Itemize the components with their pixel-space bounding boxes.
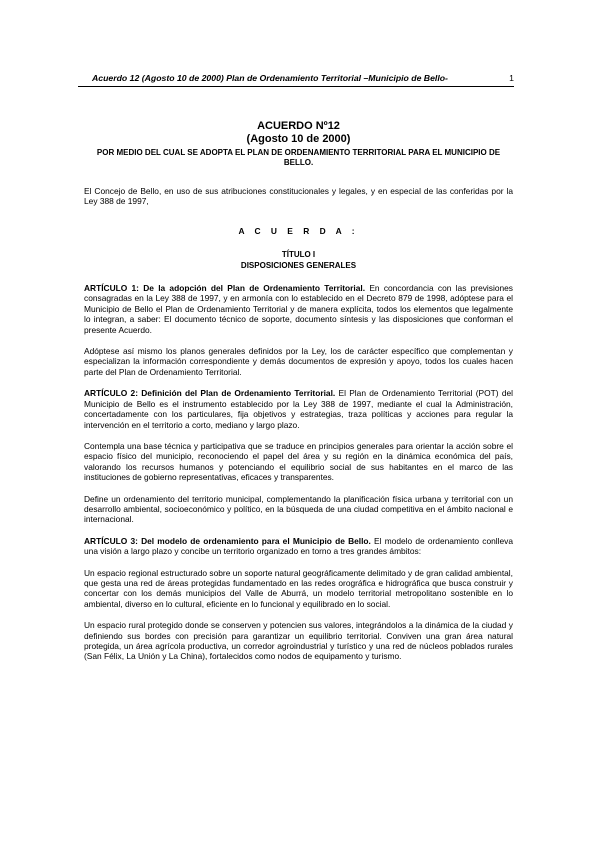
article-2-heading: ARTÍCULO 2: Definición del Plan de Ordenamiento Territorial. [84, 388, 336, 399]
document-title: ACUERDO Nº12 [257, 120, 340, 132]
article-2-paragraph-3: Define un ordenamiento del territorio municipal, complementando la planificación física urbana y territorial con un desarrollo ambiental, socioeconómico y político, en la búsqueda de una ciudad competitiva en el ámbito nacional e internacional. [84, 493, 513, 525]
article-3-paragraph [84, 536, 513, 557]
document-body [84, 120, 513, 662]
article-1-heading: ARTÍCULO 1: De la adopción del Plan de Ordenamiento Territorial. [84, 283, 366, 294]
article-3-paragraph-2: Un espacio regional estructurado sobre un soporte natural geográficamente delimitado y de gran calidad ambiental, que gesta una red de áreas protegidas fundamentado en las redes orográfica e hidrográfica que busca construir y concertar con los demás municipios del Valle de Aburrá, un modelo territorial metropolitano sostenible en lo ambiental, diverso en lo cultural, eficiente en lo funcional y equilibrado en lo social. [84, 567, 513, 609]
article-1-text: En concordancia con las previsiones consagradas en la Ley 388 de 1997, y en armonía con lo establecido en el Decreto 879 de 1998, adóptese para el Municipio de Bello el Plan de Ordenamiento Territorial y de manera explícita, todos los elementos que legalmente lo integran, a saber: El documento técnico de soporte, documento síntesis y las disposiciones que conforman el presente Acuerdo. [84, 283, 513, 335]
acuerda-heading: A C U E R D A : [238, 225, 359, 236]
title-name: DISPOSICIONES GENERALES [240, 260, 357, 270]
article-3-paragraph-3: Un espacio rural protegido donde se conserven y potencien sus valores, integrándolos a la dinámica de la ciudad y definiendo sus bordes con precisión para garantizar un equilibrio territorial. Conviven una gran área natural protegida, un área agrícola productiva, un corredor agroindustrial y turístico y una red de núcleos poblados rurales (San Félix, La Unión y La China), fortalecidos como nodos de equipamento y turismo. [84, 620, 513, 662]
document-date: (Agosto 10 de 2000) [246, 133, 351, 145]
title-number: TÍTULO I [281, 250, 316, 260]
article-3-text: El modelo de ordenamiento conlleva una visión a largo plazo y concibe un territorio organizado en torno a tres grandes ámbitos: [84, 535, 513, 557]
page-number: 1 [509, 73, 514, 83]
title-heading [84, 250, 513, 271]
article-2-paragraph-2: Contempla una base técnica y participativa que se traduce en principios generales para orientar la acción sobre el espacio físico del municipio, reconociendo el papel del área y su región en la dinámica económica del país, valorando los recursos humanos y potenciando el equilibrio social de sus habitantes en el marco de las instituciones de gobierno representativas, eficaces y transparentes. [84, 440, 513, 483]
page-header [78, 70, 514, 87]
intro-paragraph: El Concejo de Bello, en uso de sus atribuciones constitucionales y legales, y en especial de las conferidas por la Ley 388 de 1997, [84, 186, 513, 207]
header-title: Acuerdo 12 (Agosto 10 de 2000) Plan de Ordenamiento Territorial –Municipio de Bello- [92, 73, 448, 83]
article-3-heading: ARTÍCULO 3: Del modelo de ordenamiento para el Municipio de Bello. [84, 535, 371, 546]
article-1-paragraph [84, 283, 513, 335]
article-2-paragraph [84, 388, 513, 430]
article-1-paragraph-2: Adóptese así mismo los planos generales definidos por la Ley, los de carácter específico que complementan y especializan la información correspondiente y demás documentos de expresión y apoyo, todos los cuales hacen parte del Plan de Ordenamiento Territorial. [84, 346, 513, 377]
document-subtitle: POR MEDIO DEL CUAL SE ADOPTA EL PLAN DE ORDENAMIENTO TERRITORIAL PARA EL MUNICIPIO DE BELLO. [96, 148, 501, 167]
article-2-text: El Plan de Ordenamiento Territorial (POT) del Municipio de Bello es el instrumento establecido por la Ley 388 de 1997, mediante el cual la Administración, concertadamente con los particulares, fija objetivos y estrategias, traza políticas y acciones para regular la intervención en el territorio a corto, mediano y largo plazo. [84, 388, 513, 430]
